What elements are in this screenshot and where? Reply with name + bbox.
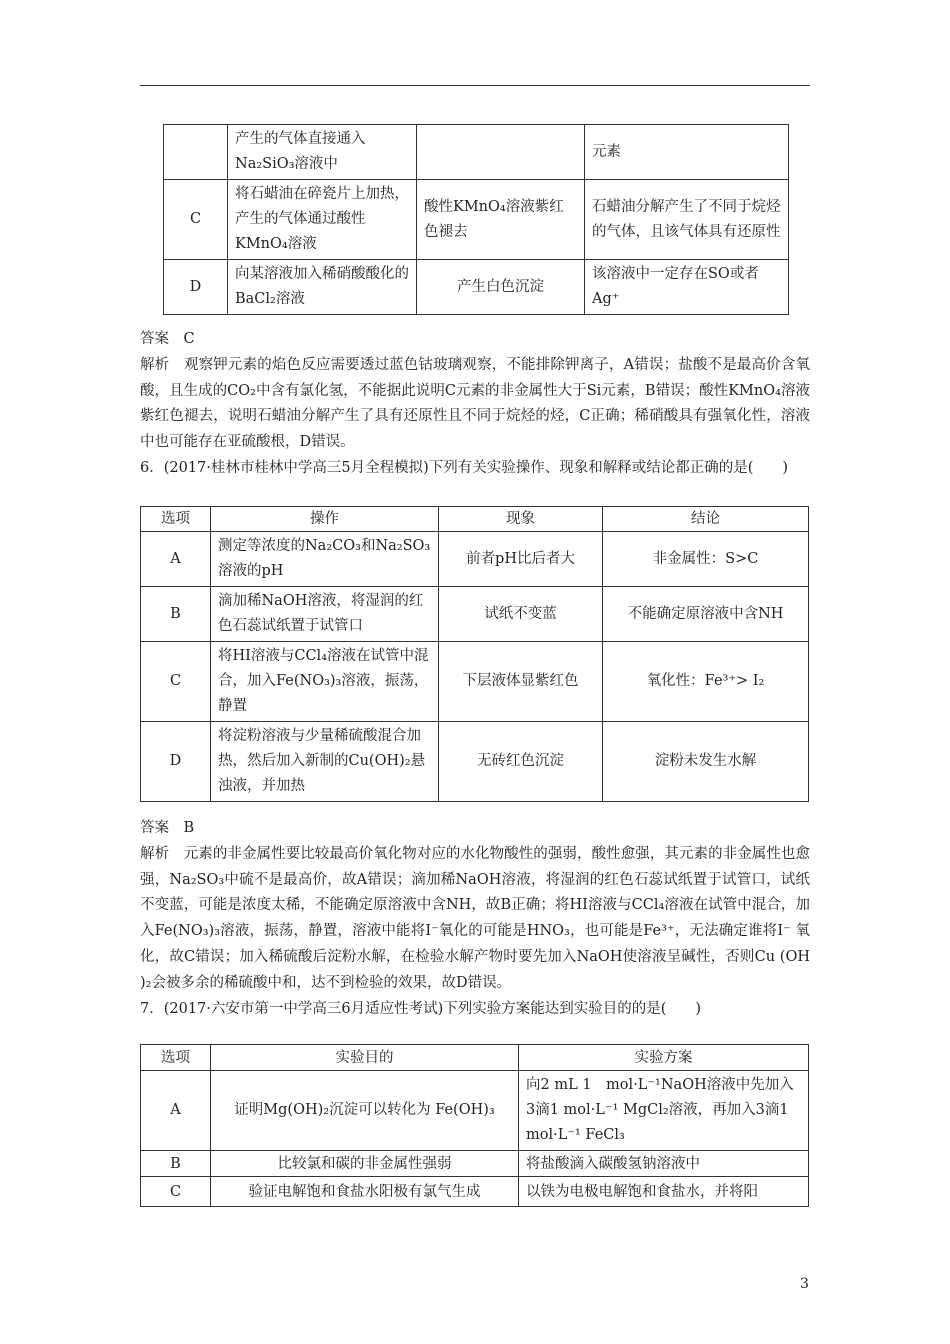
table-header-row (141, 1045, 809, 1071)
answer-label: 答案 B (140, 820, 195, 836)
plan-cell: 将盐酸滴入碳酸氢钠溶液中 (519, 1151, 809, 1177)
header-cell: 选项 (141, 507, 211, 532)
table-row (164, 180, 789, 260)
operation-cell: 滴加稀NaOH溶液，将湿润的红色石蕊试纸置于试管口 (211, 587, 439, 642)
plan-cell: 向2 mL 1 mol·L⁻¹NaOH溶液中先加入3滴1 mol·L⁻¹ MgCl₂溶液，再加入3滴1 mol·L⁻¹ FeCl₃ (519, 1071, 809, 1151)
header-cell: 操作 (211, 507, 439, 532)
question-7-table (140, 1044, 809, 1207)
header-cell: 结论 (603, 507, 809, 532)
plan-cell: 以铁为电极电解饱和食盐水，并将阳 (519, 1177, 809, 1207)
question-6-table (140, 506, 809, 802)
operation-cell: 将淀粉溶液与少量稀硫酸混合加热，然后加入新制的Cu(OH)₂悬浊液，并加热 (211, 722, 439, 802)
table-continued (163, 124, 789, 315)
option-cell: B (141, 1151, 211, 1177)
analysis-text: 解析 观察钾元素的焰色反应需要透过蓝色钴玻璃观察，不能排除钾离子，A错误；盐酸不是最高价含氧酸，且生成的CO₂中含有氯化氢，不能据此说明C元素的非金属性大于Si元素，B错误；酸性KMnO₄溶液紫红色褪去，说明石蜡油分解产生了具有还原性且不同于烷烃的烃，C正确；稀硝酸具有强氧化性，溶液中也可能存在亚硫酸根，D错误。 (140, 356, 810, 451)
phenomenon-cell (417, 125, 585, 180)
conclusion-cell: 非金属性：S>C (603, 532, 809, 587)
q5-answer-block (140, 327, 810, 482)
table-row (141, 1177, 809, 1207)
operation-cell: 将石蜡油在碎瓷片上加热，产生的气体通过酸性KMnO₄溶液 (228, 180, 417, 260)
conclusion-cell: 石蜡油分解产生了不同于烷烃的气体，且该气体具有还原性 (585, 180, 789, 260)
table-row (164, 260, 789, 315)
purpose-cell: 验证电解饱和食盐水阳极有氯气生成 (211, 1177, 519, 1207)
table-row (141, 1071, 809, 1151)
purpose-cell: 比较氯和碳的非金属性强弱 (211, 1151, 519, 1177)
option-cell: C (141, 1177, 211, 1207)
header-cell: 实验目的 (211, 1045, 519, 1071)
table-header-row (141, 507, 809, 532)
option-cell: A (141, 532, 211, 587)
page-number: 3 (800, 1276, 809, 1292)
phenomenon-cell: 试纸不变蓝 (439, 587, 603, 642)
question-6: 6．(2017·桂林市桂林中学高三5月全程模拟)下列有关实验操作、现象和解释或结论都正确的是( ) (140, 459, 789, 476)
header-cell: 实验方案 (519, 1045, 809, 1071)
table-row (141, 1151, 809, 1177)
operation-cell: 产生的气体直接通入Na₂SiO₃溶液中 (228, 125, 417, 180)
option-cell: A (141, 1071, 211, 1151)
option-cell: B (141, 587, 211, 642)
conclusion-cell: 该溶液中一定存在SO或者Ag⁺ (585, 260, 789, 315)
operation-cell: 测定等浓度的Na₂CO₃和Na₂SO₃溶液的pH (211, 532, 439, 587)
option-cell: C (164, 180, 228, 260)
phenomenon-cell: 前者pH比后者大 (439, 532, 603, 587)
header-rule (140, 85, 810, 86)
conclusion-cell: 淀粉未发生水解 (603, 722, 809, 802)
option-cell: C (141, 642, 211, 722)
conclusion-cell: 元素 (585, 125, 789, 180)
purpose-cell: 证明Mg(OH)₂沉淀可以转化为 Fe(OH)₃ (211, 1071, 519, 1151)
answer-label: 答案 C (140, 331, 195, 347)
phenomenon-cell: 下层液体显紫红色 (439, 642, 603, 722)
header-cell: 选项 (141, 1045, 211, 1071)
operation-cell: 将HI溶液与CCl₄溶液在试管中混合，加入Fe(NO₃)₃溶液，振荡，静置 (211, 642, 439, 722)
phenomenon-cell: 产生白色沉淀 (417, 260, 585, 315)
operation-cell: 向某溶液加入稀硝酸酸化的BaCl₂溶液 (228, 260, 417, 315)
option-cell: D (141, 722, 211, 802)
table-row (141, 642, 809, 722)
table-row (141, 722, 809, 802)
q6-answer-block (140, 816, 810, 1022)
phenomenon-cell: 无砖红色沉淀 (439, 722, 603, 802)
question-7: 7．(2017·六安市第一中学高三6月适应性考试)下列实验方案能达到实验目的的是( ) (140, 1000, 702, 1017)
conclusion-cell: 氧化性：Fe³⁺> I₂ (603, 642, 809, 722)
conclusion-cell: 不能确定原溶液中含NH (603, 587, 809, 642)
analysis-text: 解析 元素的非金属性要比较最高价氧化物对应的水化物酸性的强弱，酸性愈强，其元素的非金属性也愈强，Na₂SO₃中硫不是最高价，故A错误；滴加稀NaOH溶液，将湿润的红色石蕊试纸置于试管口，试纸不变蓝，可能是浓度太稀，不能确定原溶液中含NH，故B正确；将HI溶液与CCl₄溶液在试管中混合，加入Fe(NO₃)₃溶液，振荡，静置，溶液中能将I⁻氧化的可能是HNO₃，也可能是Fe³⁺，无法确定谁将I⁻ 氧化，故C错误；加入稀硫酸后淀粉水解，在检验水解产物时要先加入NaOH使溶液呈碱性，否则Cu (OH )₂会被多余的稀硫酸中和，达不到检验的效果，故D错误。 (140, 845, 810, 991)
table-row (141, 587, 809, 642)
table-row (141, 532, 809, 587)
option-cell: D (164, 260, 228, 315)
phenomenon-cell: 酸性KMnO₄溶液紫红色褪去 (417, 180, 585, 260)
option-cell (164, 125, 228, 180)
header-cell: 现象 (439, 507, 603, 532)
table-row (164, 125, 789, 180)
